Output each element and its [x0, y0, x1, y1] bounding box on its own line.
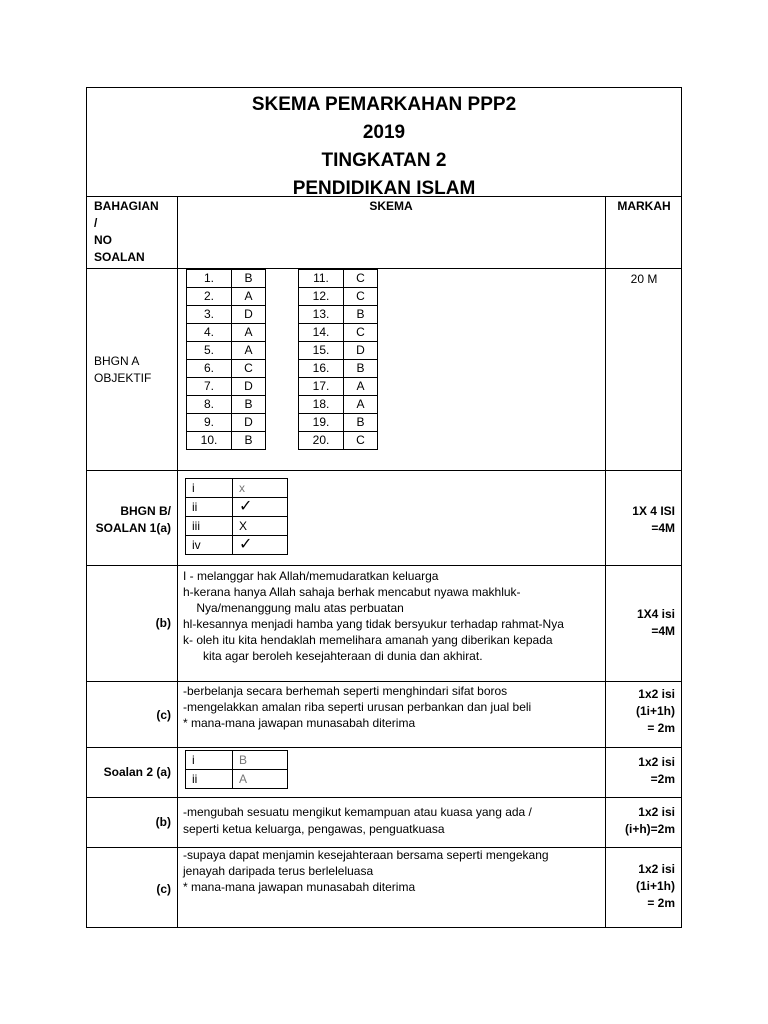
- question-number: 16.: [299, 360, 344, 378]
- document-title: [87, 92, 681, 204]
- answer-letter: A: [344, 378, 378, 396]
- item-answer: A: [233, 770, 288, 789]
- answer-letter: A: [232, 324, 266, 342]
- item-answer: x: [233, 479, 288, 498]
- question-number: 4.: [187, 324, 232, 342]
- q2a-markah: 1x2 isi =2m: [638, 755, 675, 786]
- item-number: ii: [186, 770, 233, 789]
- answer-row: [187, 288, 266, 306]
- item-number: iii: [186, 517, 233, 536]
- answer-row: [186, 479, 288, 498]
- q1b-markah: 1X4 isi =4M: [636, 607, 675, 638]
- question-number: 10.: [187, 432, 232, 450]
- q1a-label: BHGN B/ SOALAN 1(a): [95, 504, 171, 535]
- answer-row: [187, 342, 266, 360]
- q1b-answer: I - melanggar hak Allah/memudaratkan keluarga h-kerana hanya Allah sahaja berhak mencabut nyawa makhluk- Nya/menanggung malu atas perbuatan hl-kesannya menjadi hamba yang tidak bersyukur terhadap rahmat-Nya k- oleh itu kita hendaklah memelihara amanah yang diberikan kepada kita agar beroleh kesejahteraan di dunia dan akhirat.: [183, 569, 564, 663]
- question-number: 15.: [299, 342, 344, 360]
- answer-letter: C: [344, 432, 378, 450]
- answer-letter: D: [232, 414, 266, 432]
- title-line-3: TINGKATAN 2: [321, 150, 447, 171]
- answer-row: [299, 414, 378, 432]
- question-number: 20.: [299, 432, 344, 450]
- question-number: 5.: [187, 342, 232, 360]
- q1c-label: (c): [156, 708, 171, 722]
- answer-row: [187, 432, 266, 450]
- q2c-label: (c): [156, 882, 171, 896]
- answer-row: [299, 288, 378, 306]
- answer-letter: B: [232, 396, 266, 414]
- item-number: ii: [186, 498, 233, 517]
- answer-letter: A: [232, 342, 266, 360]
- question-number: 17.: [299, 378, 344, 396]
- answer-row: [187, 324, 266, 342]
- q2b-answer: -mengubah sesuatu mengikut kemampuan atau kuasa yang ada / seperti ketua keluarga, pengawas, penguatkuasa: [183, 805, 532, 836]
- answer-letter: D: [232, 306, 266, 324]
- answer-letter: A: [344, 396, 378, 414]
- answer-table-11-20: [298, 269, 378, 450]
- answer-row: [299, 378, 378, 396]
- question-number: 18.: [299, 396, 344, 414]
- answer-row: [187, 396, 266, 414]
- question-number: 7.: [187, 378, 232, 396]
- answer-row: [299, 270, 378, 288]
- q1a-answer-table: [185, 478, 288, 555]
- header-skema: SKEMA: [369, 199, 413, 213]
- title-line-4: PENDIDIKAN ISLAM: [292, 178, 476, 199]
- header-bahagian: BAHAGIAN / NO SOALAN: [94, 199, 159, 264]
- answer-row: [299, 360, 378, 378]
- answer-letter: B: [232, 270, 266, 288]
- q1c-markah: 1x2 isi (1i+1h) = 2m: [635, 687, 675, 735]
- answer-letter: B: [344, 306, 378, 324]
- question-number: 19.: [299, 414, 344, 432]
- q1b-label: (b): [155, 616, 171, 630]
- answer-row: [299, 396, 378, 414]
- q1c-answer: -berbelanja secara berhemah seperti menghindari sifat boros -mengelakkan amalan riba seperti urusan perbankan dan jual beli * mana-mana jawapan munasabah diterima: [183, 684, 532, 730]
- answer-row: [186, 536, 288, 555]
- answer-row: [187, 270, 266, 288]
- answer-letter: B: [232, 432, 266, 450]
- answer-row: [299, 324, 378, 342]
- bhgn-a-markah: 20 M: [630, 272, 658, 286]
- column-divider: [177, 196, 178, 928]
- answer-row: [187, 378, 266, 396]
- answer-letter: C: [344, 324, 378, 342]
- answer-letter: D: [232, 378, 266, 396]
- answer-letter: B: [344, 414, 378, 432]
- question-number: 1.: [187, 270, 232, 288]
- item-answer: X: [233, 517, 288, 536]
- question-number: 9.: [187, 414, 232, 432]
- title-line-1: SKEMA PEMARKAHAN PPP2: [251, 94, 517, 115]
- q2a-answer-table: [185, 750, 288, 789]
- question-number: 2.: [187, 288, 232, 306]
- item-answer: ✓: [233, 498, 288, 517]
- answer-row: [186, 498, 288, 517]
- q2c-markah: 1x2 isi (1i+1h) = 2m: [635, 862, 675, 910]
- answer-row: [299, 342, 378, 360]
- title-line-2: 2019: [362, 122, 406, 143]
- answer-row: [299, 306, 378, 324]
- answer-letter: A: [232, 288, 266, 306]
- question-number: 13.: [299, 306, 344, 324]
- q2b-label: (b): [155, 815, 171, 829]
- q2a-label: Soalan 2 (a): [103, 765, 171, 779]
- answer-row: [187, 414, 266, 432]
- answer-row: [186, 751, 288, 770]
- bhgn-a-label: BHGN A OBJEKTIF: [94, 354, 152, 385]
- question-number: 12.: [299, 288, 344, 306]
- item-answer: B: [233, 751, 288, 770]
- answer-letter: C: [344, 288, 378, 306]
- answer-row: [186, 517, 288, 536]
- answer-letter: B: [344, 360, 378, 378]
- answer-letter: D: [344, 342, 378, 360]
- question-number: 6.: [187, 360, 232, 378]
- q1a-markah: 1X 4 ISI =4M: [632, 504, 675, 535]
- answer-row: [186, 770, 288, 789]
- item-number: i: [186, 751, 233, 770]
- answer-letter: C: [232, 360, 266, 378]
- item-answer: ✓: [233, 536, 288, 555]
- answer-letter: C: [344, 270, 378, 288]
- header-markah: MARKAH: [617, 199, 671, 213]
- answer-row: [187, 306, 266, 324]
- q2c-answer: -supaya dapat menjamin kesejahteraan bersama seperti mengekang jenayah daripada terus berleleluasa * mana-mana jawapan munasabah diterima: [183, 848, 549, 894]
- marking-scheme-table: [86, 87, 682, 928]
- question-number: 8.: [187, 396, 232, 414]
- question-number: 11.: [299, 270, 344, 288]
- item-number: i: [186, 479, 233, 498]
- answer-table-1-10: [186, 269, 266, 450]
- question-number: 3.: [187, 306, 232, 324]
- answer-row: [187, 360, 266, 378]
- item-number: iv: [186, 536, 233, 555]
- q2b-markah: 1x2 isi (i+h)=2m: [624, 805, 675, 836]
- question-number: 14.: [299, 324, 344, 342]
- answer-row: [299, 432, 378, 450]
